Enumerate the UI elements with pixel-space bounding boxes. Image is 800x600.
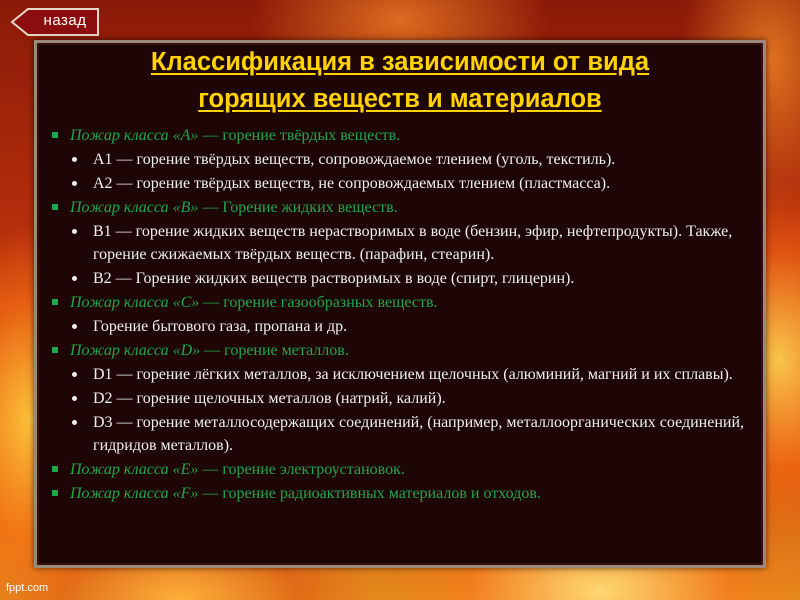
dot-bullet-icon bbox=[72, 181, 77, 186]
class-name: Пожар класса «F» bbox=[70, 485, 199, 502]
slide-title-line-1: Классификация в зависимости от вида bbox=[150, 48, 650, 76]
square-bullet-icon bbox=[52, 347, 58, 353]
sub-item-text: Горение бытового газа, пропана и др. bbox=[93, 318, 348, 335]
class-name: Пожар класса «С» bbox=[70, 294, 200, 311]
sub-item-text: D1 — горение лёгких металлов, за исключением щелочных (алюминий, магний и их сплавы). bbox=[93, 366, 733, 383]
slide-title-line-2: горящих веществ и материалов bbox=[198, 85, 602, 113]
sub-item-text: D2 — горение щелочных металлов (натрий, калий). bbox=[93, 390, 446, 407]
sub-item-text: В1 — горение жидких веществ нерастворимых в воде (бензин, эфир, нефтепродукты). Также, горение сжижаемых твёрдых веществ. (парафин, стеарин). bbox=[93, 223, 733, 263]
class-name: Пожар класса «А» bbox=[70, 127, 199, 144]
square-bullet-icon bbox=[52, 466, 58, 472]
list-item-class-b bbox=[46, 196, 746, 219]
sub-item-text: А2 — горение твёрдых веществ, не сопровождаемых тлением (пластмасса). bbox=[93, 175, 611, 192]
slide-title bbox=[0, 44, 800, 118]
class-description: — горение газообразных веществ. bbox=[199, 294, 438, 311]
list-item-d1 bbox=[46, 363, 746, 386]
list-item-class-f bbox=[46, 482, 746, 505]
square-bullet-icon bbox=[52, 299, 58, 305]
class-description: — Горение жидких веществ. bbox=[198, 199, 398, 216]
square-bullet-icon bbox=[52, 490, 58, 496]
list-item-d3 bbox=[46, 411, 746, 457]
square-bullet-icon bbox=[52, 204, 58, 210]
sub-item-text: В2 — Горение жидких веществ растворимых в воде (спирт, глицерин). bbox=[93, 270, 575, 287]
dot-bullet-icon bbox=[72, 229, 77, 234]
back-button[interactable] bbox=[10, 8, 100, 36]
class-name: Пожар класса «D» bbox=[70, 342, 201, 359]
class-description: — горение металлов. bbox=[200, 342, 349, 359]
list-item-b2 bbox=[46, 267, 746, 290]
list-item-class-e bbox=[46, 458, 746, 481]
class-name: Пожар класса «В» bbox=[70, 199, 199, 216]
square-bullet-icon bbox=[52, 132, 58, 138]
back-button-label: назад bbox=[43, 12, 87, 29]
sub-item-text: D3 — горение металлосодержащих соединений, (например, металлоорганических соединений, гидридов металлов). bbox=[93, 414, 745, 454]
list-item-a1 bbox=[46, 148, 746, 171]
list-item-c-gas bbox=[46, 315, 746, 338]
dot-bullet-icon bbox=[72, 420, 77, 425]
list-item-class-c bbox=[46, 291, 746, 314]
list-item-class-a bbox=[46, 124, 746, 147]
dot-bullet-icon bbox=[72, 157, 77, 162]
list-item-a2 bbox=[46, 172, 746, 195]
list-item-d2 bbox=[46, 387, 746, 410]
class-name: Пожар класса «Е» bbox=[70, 461, 199, 478]
dot-bullet-icon bbox=[72, 372, 77, 377]
classification-list bbox=[46, 124, 746, 506]
list-item-b1 bbox=[46, 220, 746, 266]
list-item-class-d bbox=[46, 339, 746, 362]
class-description: — горение твёрдых веществ. bbox=[198, 127, 401, 144]
dot-bullet-icon bbox=[72, 396, 77, 401]
dot-bullet-icon bbox=[72, 276, 77, 281]
watermark: fppt.com bbox=[6, 582, 49, 594]
sub-item-text: А1 — горение твёрдых веществ, сопровождаемое тлением (уголь, текстиль). bbox=[93, 151, 616, 168]
class-description: — горение электроустановок. bbox=[198, 461, 405, 478]
class-description: — горение радиоактивных материалов и отходов. bbox=[198, 485, 541, 502]
dot-bullet-icon bbox=[72, 324, 77, 329]
